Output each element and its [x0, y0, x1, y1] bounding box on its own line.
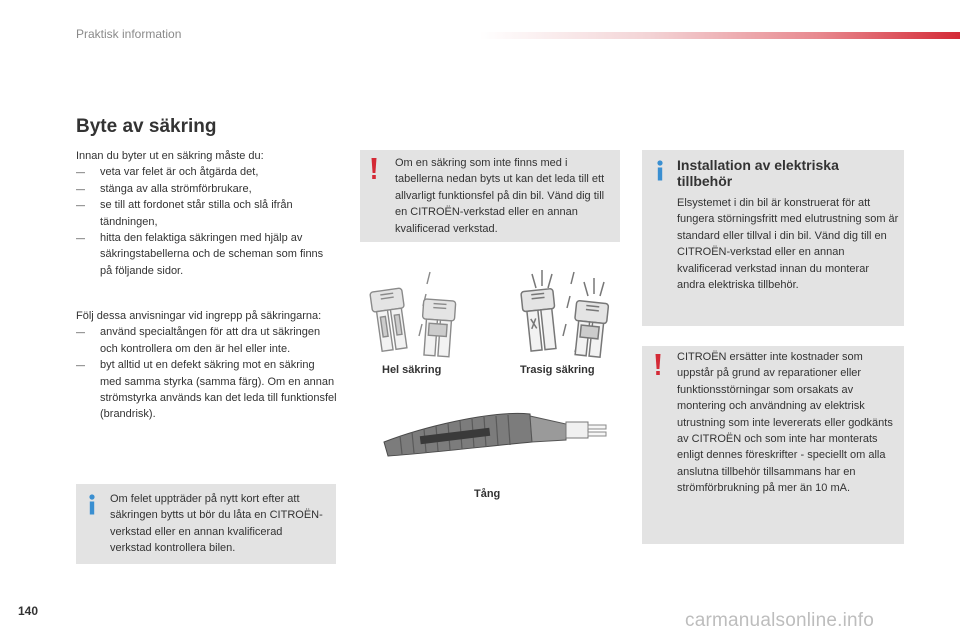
fuse-illustration — [364, 266, 620, 362]
list-item: — hitta den felaktiga säkringen med hjälp av säkringstabellerna och de scheman som finns på följande sidor. — [76, 230, 338, 279]
accessory-info-text: Elsystemet i din bil är konstruerat för att fungera störningsfritt med elutrustning som är standard eller tillval i din bil. Vänd dig till en CITROËN-verkstad eller en annan kvalificerad verkstad innan du monterar andra elektriska tillbehör. — [677, 197, 899, 292]
list-item: — använd specialtången för att dra ut säkringen och kontrollera om den är hel eller inte. — [76, 324, 338, 357]
exclamation-icon — [653, 354, 663, 376]
intro-list — [76, 164, 338, 279]
list-item: — se till att fordonet står stilla och slå ifrån tändningen, — [76, 197, 338, 230]
info-i-icon — [85, 494, 99, 516]
warning-text: Om en säkring som inte finns med i tabellerna nedan byts ut kan det leda till ett allvarligt funktionsfel på din bil. Vänd dig till en CITROËN-verkstad eller en annan kvalificerad verkstad. — [395, 157, 605, 235]
accessory-info-box — [642, 150, 904, 326]
info-note-box — [76, 484, 336, 564]
broken-fuse-icon — [521, 270, 609, 358]
list-item: — byt alltid ut en defekt säkring mot en säkring med samma styrka (samma färg). Om en annan strömstyrka används kan det leda till funktionsfel (brandrisk). — [76, 357, 338, 423]
page-number: 140 — [18, 604, 39, 618]
list-item: — veta var felet är och åtgärda det, — [76, 164, 338, 180]
accessory-info-title: Installation av elektriska tillbehör — [677, 157, 839, 189]
section-label: Praktisk information — [76, 27, 182, 41]
warning-box — [360, 150, 620, 242]
intro-block — [76, 148, 338, 279]
instructions-list — [76, 324, 338, 422]
caption-pliers: Tång — [474, 488, 501, 500]
accessory-warning-text: CITROËN ersätter inte kostnader som uppstår på grund av reparationer eller funktionsstörningar som orsakats av montering och användning av elektrisk utrustning som inte levererats eller godkänts av CITROËN och som inte har monterats enligt dennes föreskrifter - speciellt om alla anslutna tillbehör tillsammans har en strömförbrukning på mer än 10 mA. — [677, 351, 893, 495]
watermark: carmanualsonline.info — [685, 610, 875, 631]
list-item: — stänga av alla strömförbrukare, — [76, 181, 338, 197]
pliers-icon — [380, 402, 610, 464]
page-title: Byte av säkring — [76, 116, 217, 137]
exclamation-icon — [369, 158, 379, 180]
instructions-block — [76, 308, 338, 423]
instructions-text: Följ dessa anvisningar vid ingrepp på säkringarna: — [76, 310, 322, 322]
info-note-text: Om felet uppträder på nytt kort efter att säkringen bytts ut bör du låta en CITROËN-verkstad eller en annan kvalificerad verkstad kontrollera bilen. — [110, 493, 323, 555]
caption-intact-fuse: Hel säkring — [382, 364, 442, 376]
caption-broken-fuse: Trasig säkring — [520, 364, 595, 376]
intact-fuse-icon — [370, 272, 456, 357]
header-accent-line — [480, 32, 960, 39]
intro-text: Innan du byter ut en säkring måste du: — [76, 150, 264, 162]
accessory-warning-box — [642, 346, 904, 544]
info-i-icon — [653, 160, 667, 182]
